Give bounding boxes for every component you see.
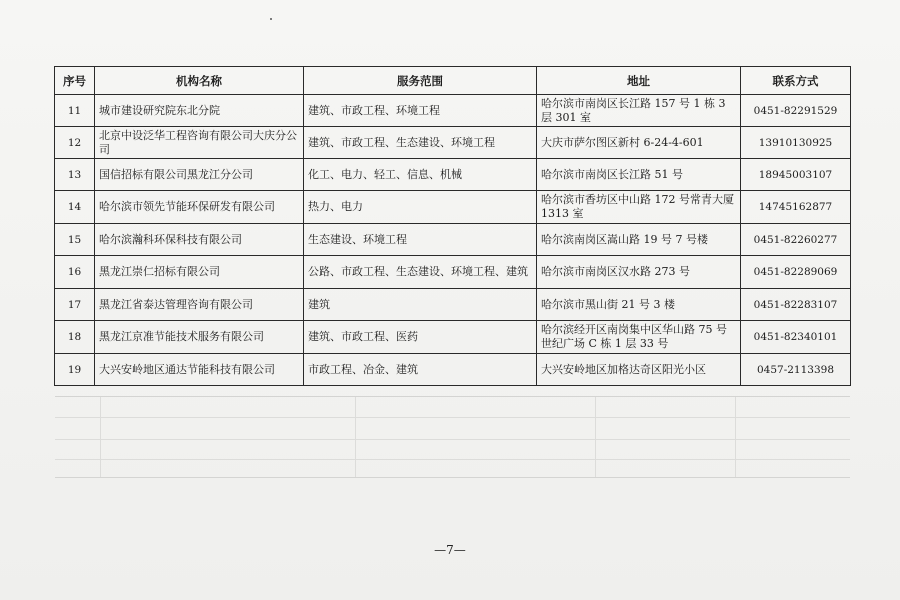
bleed-through-heading bbox=[270, 498, 650, 532]
row-address: 哈尔滨市南岗区长江路 157 号 1 栋 3 层 301 室 bbox=[537, 95, 741, 127]
row-no: 11 bbox=[55, 95, 95, 127]
row-org: 城市建设研究院东北分院 bbox=[95, 95, 304, 127]
row-address: 哈尔滨经开区南岗集中区华山路 75 号世纪广场 C 栋 1 层 33 号 bbox=[537, 321, 741, 354]
row-phone: 0451-82283107 bbox=[741, 289, 851, 321]
table-row bbox=[55, 321, 851, 354]
row-service: 市政工程、冶金、建筑 bbox=[304, 354, 537, 386]
row-no: 14 bbox=[55, 191, 95, 224]
row-service: 建筑 bbox=[304, 289, 537, 321]
row-no: 16 bbox=[55, 256, 95, 289]
row-org: 大兴安岭地区通达节能科技有限公司 bbox=[95, 354, 304, 386]
row-address: 大庆市萨尔图区新村 6-24-4-601 bbox=[537, 127, 741, 159]
row-org: 黑龙江京准节能技术服务有限公司 bbox=[95, 321, 304, 354]
header-address: 地址 bbox=[537, 67, 741, 95]
header-org: 机构名称 bbox=[95, 67, 304, 95]
row-phone: 0451-82260277 bbox=[741, 224, 851, 256]
row-no: 13 bbox=[55, 159, 95, 191]
row-service: 热力、电力 bbox=[304, 191, 537, 224]
table-row bbox=[55, 95, 851, 127]
row-no: 19 bbox=[55, 354, 95, 386]
header-phone: 联系方式 bbox=[741, 67, 851, 95]
row-phone: 0451-82289069 bbox=[741, 256, 851, 289]
row-address: 大兴安岭地区加格达奇区阳光小区 bbox=[537, 354, 741, 386]
table-header-row bbox=[55, 67, 851, 95]
agency-table bbox=[54, 66, 851, 386]
table-row bbox=[55, 191, 851, 224]
row-no: 15 bbox=[55, 224, 95, 256]
row-org: 北京中设泛华工程咨询有限公司大庆分公司 bbox=[95, 127, 304, 159]
row-address: 哈尔滨市南岗区长江路 51 号 bbox=[537, 159, 741, 191]
row-phone: 0457-2113398 bbox=[741, 354, 851, 386]
row-service: 公路、市政工程、生态建设、环境工程、建筑 bbox=[304, 256, 537, 289]
table-row bbox=[55, 256, 851, 289]
row-address: 哈尔滨南岗区嵩山路 19 号 7 号楼 bbox=[537, 224, 741, 256]
table-row bbox=[55, 159, 851, 191]
row-service: 建筑、市政工程、环境工程 bbox=[304, 95, 537, 127]
row-phone: 14745162877 bbox=[741, 191, 851, 224]
bleed-through-table bbox=[55, 396, 850, 478]
row-address: 哈尔滨市香坊区中山路 172 号常青大厦 1313 室 bbox=[537, 191, 741, 224]
row-service: 建筑、市政工程、生态建设、环境工程 bbox=[304, 127, 537, 159]
row-service: 生态建设、环境工程 bbox=[304, 224, 537, 256]
header-service: 服务范围 bbox=[304, 67, 537, 95]
row-org: 哈尔滨瀚科环保科技有限公司 bbox=[95, 224, 304, 256]
row-service: 化工、电力、轻工、信息、机械 bbox=[304, 159, 537, 191]
row-address: 哈尔滨市黑山街 21 号 3 楼 bbox=[537, 289, 741, 321]
row-org: 国信招标有限公司黑龙江分公司 bbox=[95, 159, 304, 191]
row-phone: 18945003107 bbox=[741, 159, 851, 191]
row-org: 黑龙江省泰达管理咨询有限公司 bbox=[95, 289, 304, 321]
table-row bbox=[55, 289, 851, 321]
row-phone: 0451-82291529 bbox=[741, 95, 851, 127]
table-row bbox=[55, 127, 851, 159]
row-no: 17 bbox=[55, 289, 95, 321]
table-row bbox=[55, 354, 851, 386]
speck bbox=[270, 18, 272, 20]
row-phone: 13910130925 bbox=[741, 127, 851, 159]
row-address: 哈尔滨市南岗区汉水路 273 号 bbox=[537, 256, 741, 289]
header-no: 序号 bbox=[55, 67, 95, 95]
table-row bbox=[55, 224, 851, 256]
page-number: —7— bbox=[434, 543, 466, 557]
row-no: 18 bbox=[55, 321, 95, 354]
row-org: 黑龙江崇仁招标有限公司 bbox=[95, 256, 304, 289]
row-phone: 0451-82340101 bbox=[741, 321, 851, 354]
row-service: 建筑、市政工程、医药 bbox=[304, 321, 537, 354]
row-org: 哈尔滨市领先节能环保研发有限公司 bbox=[95, 191, 304, 224]
row-no: 12 bbox=[55, 127, 95, 159]
